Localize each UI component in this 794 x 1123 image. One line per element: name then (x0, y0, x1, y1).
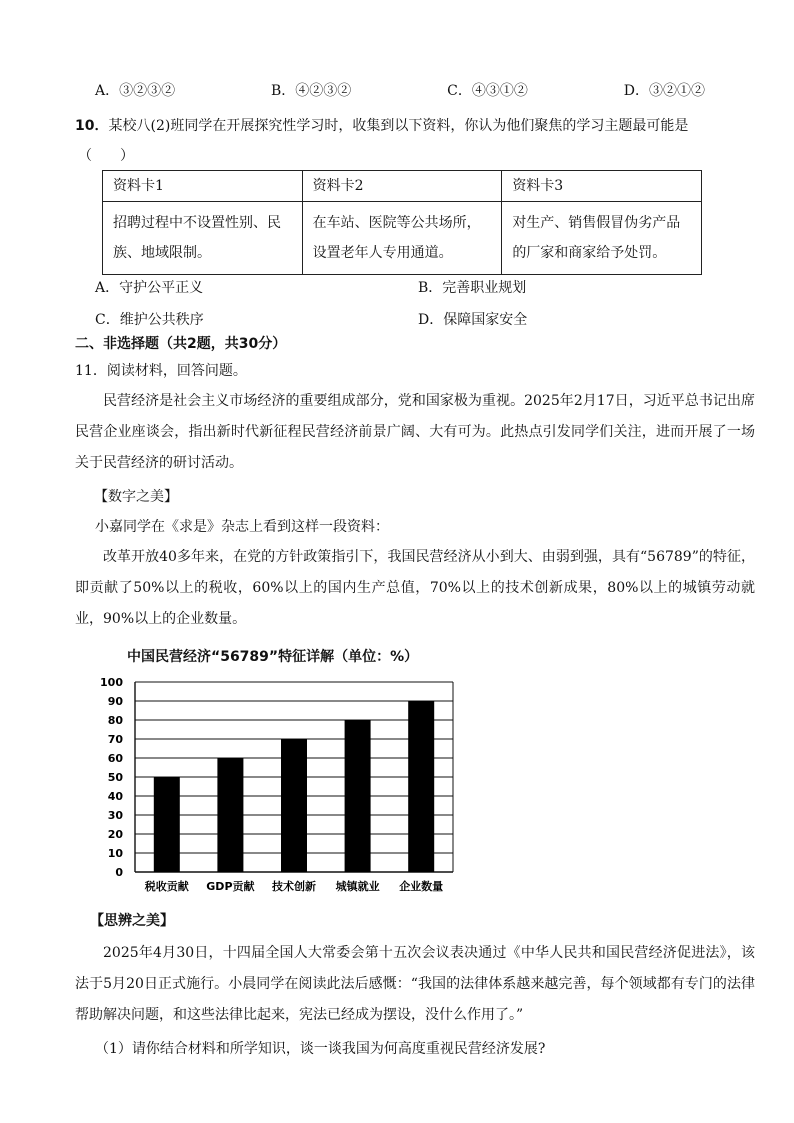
q10-number: 10． (75, 118, 109, 134)
x-tick-label: GDP贡献 (206, 880, 255, 893)
y-tick-label: 90 (107, 695, 123, 708)
x-tick-label: 税收贡献 (144, 880, 189, 893)
x-tick-label: 城镇就业 (335, 880, 380, 893)
y-tick-label: 60 (107, 752, 123, 765)
q9-option-a: A．③②③② (95, 83, 176, 99)
q9-options (95, 80, 705, 100)
bar-3 (281, 739, 307, 872)
chart-title: 中国民营经济“56789”特征详解（单位：%） (127, 649, 419, 665)
chart-y-ticks (100, 676, 123, 879)
card-body-3: 对生产、销售假冒伪劣产品的厂家和商家给予处罚。 (502, 202, 702, 275)
y-tick-label: 20 (107, 828, 123, 841)
bar-chart (95, 642, 465, 897)
bar-4 (345, 720, 371, 872)
q9-option-d: D．③②①② (623, 83, 705, 99)
q10-option-a: A．守护公平正义 (95, 280, 204, 296)
card-body-2: 在车站、医院等公共场所，设置老年人专用通道。 (302, 202, 502, 275)
q11-paragraph-4: 2025年4月30日，十四届全国人大常委会第十五次会议表决通过《中华人民共和国民营经济促进法》，该法于5月20日正式施行。小晨同学在阅读此法后感慨：“我国的法律体系越来越完善，每个领域都有专门的法律帮助解决问题，和这些法律比起来，宪法已经成为摆设，没什么作用了。” (75, 945, 755, 1023)
card-title-2: 资料卡2 (302, 171, 502, 202)
q10-stem (75, 115, 688, 135)
q10-stem-text: 某校八(2)班同学在开展探究性学习时，收集到以下资料，你认为他们聚焦的学习主题最可能是 (108, 118, 689, 134)
y-tick-label: 40 (107, 790, 123, 803)
card-title-3: 资料卡3 (502, 171, 702, 202)
q11-intro: 11．阅读材料，回答问题。 (75, 363, 247, 379)
card-body-1: 招聘过程中不设置性别、民族、地域限制。 (103, 202, 303, 275)
q9-option-c: C．④③①② (447, 83, 528, 99)
y-tick-label: 0 (115, 866, 123, 879)
q10-option-b: B．完善职业规划 (418, 280, 527, 296)
y-tick-label: 70 (107, 733, 123, 746)
x-tick-label: 技术创新 (272, 880, 316, 893)
q10-answer-paren: （ ） (78, 148, 134, 164)
q11-paragraph-2: 小嘉同学在《求是》杂志上看到这样一段资料： (95, 519, 389, 535)
bar-5 (408, 701, 434, 872)
card-title-1: 资料卡1 (103, 171, 303, 202)
section-heading: 二、非选择题（共2题，共30分） (75, 336, 287, 352)
q10-card-table (102, 170, 702, 275)
x-tick-label: 企业数量 (399, 880, 444, 893)
q11-paragraph-1: 民营经济是社会主义市场经济的重要组成部分，党和国家极为重视。2025年2月17日，习近平总书记出席民营企业座谈会，指出新时代新征程民营经济前景广阔、大有可为。此热点引发同学们关注，进而开展了一场关于民营经济的研讨活动。 (75, 393, 755, 471)
q11-paragraph-3: 改革开放40多年来，在党的方针政策指引下，我国民营经济从小到大、由弱到强，具有“56789”的特征，即贡献了50%以上的税收，60%以上的国内生产总值，70%以上的技术创新成果，80%以上的城镇劳动就业，90%以上的企业数量。 (75, 549, 755, 627)
q10-option-c: C．维护公共秩序 (95, 312, 204, 328)
y-tick-label: 50 (107, 771, 123, 784)
q9-option-b: B．④②③② (271, 83, 352, 99)
q11-subquestion-1: （1）请你结合材料和所学知识，谈一谈我国为何高度重视民营经济发展? (95, 1041, 546, 1057)
bar-2 (217, 758, 243, 872)
y-tick-label: 100 (100, 676, 123, 689)
bar-1 (154, 777, 180, 872)
heading-reasoning: 【思辨之美】 (90, 913, 174, 929)
y-tick-label: 10 (107, 847, 123, 860)
heading-numbers: 【数字之美】 (94, 489, 178, 505)
chart-bars (154, 701, 434, 872)
q10-option-d: D．保障国家安全 (418, 312, 528, 328)
y-tick-label: 30 (107, 809, 123, 822)
y-tick-label: 80 (107, 714, 123, 727)
chart-x-labels (144, 879, 443, 893)
